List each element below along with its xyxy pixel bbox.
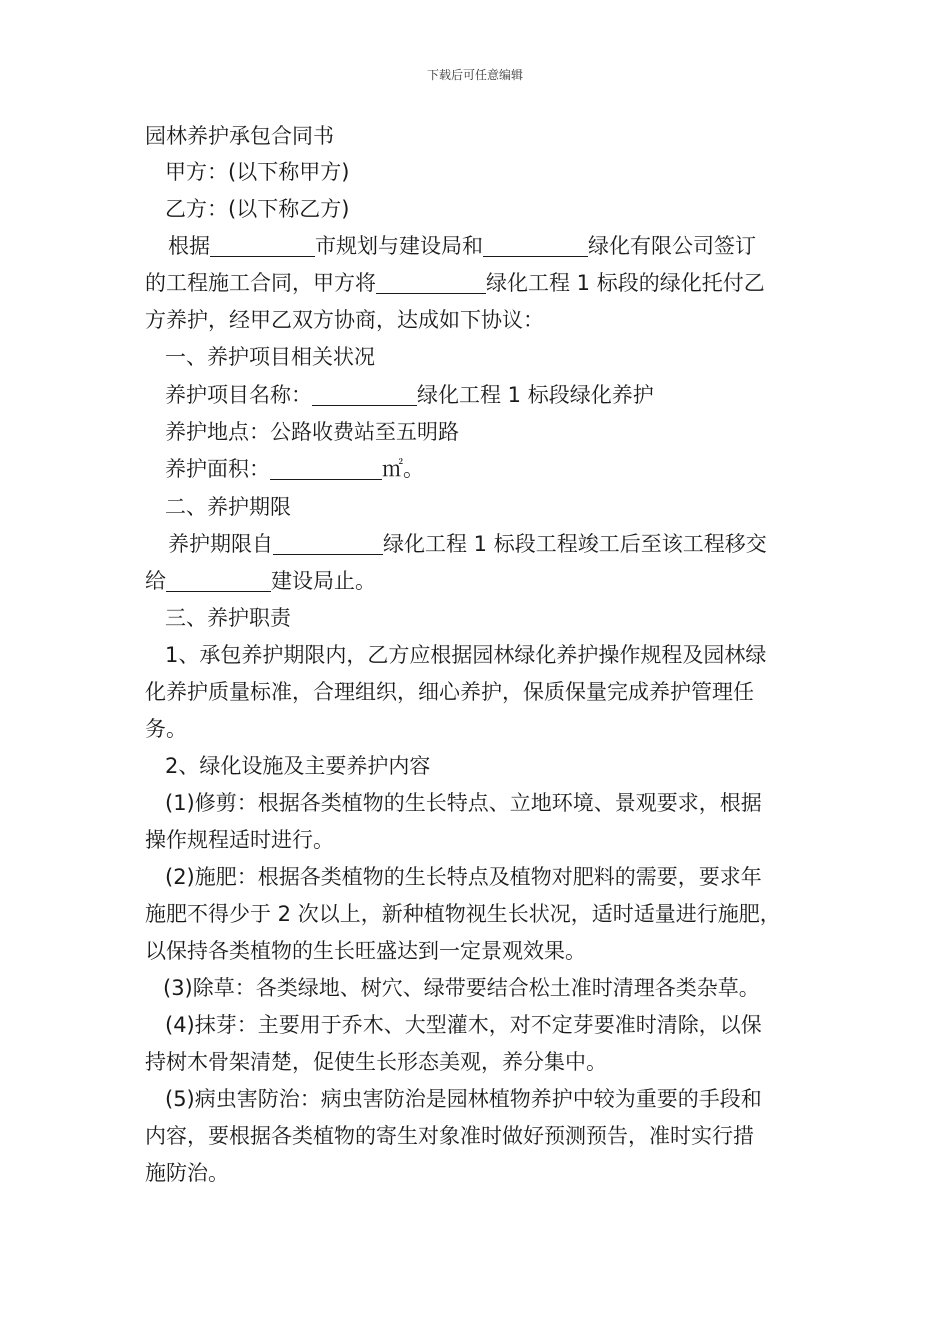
party-b-line: 乙方：(以下称乙方)	[165, 197, 350, 221]
sub2-line: 施肥不得少于 2 次以上，新种植物视生长状况，适时适量进行施肥，	[145, 902, 781, 926]
period-text: 建设局止。	[271, 569, 376, 593]
period-text: 绿化工程 1 标段工程竣工后至该工程移交	[383, 532, 767, 556]
blank-project-name	[312, 383, 417, 406]
preamble-text: 绿化工程 1 标段的绿化托付乙	[486, 271, 765, 295]
blank-company	[483, 234, 588, 257]
section-heading-3: 三、养护职责	[165, 606, 291, 630]
preamble-line-3: 方养护，经甲乙双方协商，达成如下协议：	[145, 308, 544, 332]
field-label: 养护面积：	[165, 457, 270, 481]
preamble-text: 根据	[168, 234, 210, 258]
preamble-line-1	[168, 231, 838, 261]
section-heading-2: 二、养护期限	[165, 495, 291, 519]
blank-area	[270, 457, 382, 480]
field-label: 养护项目名称：	[165, 383, 312, 407]
blank-period-project	[273, 532, 383, 555]
sub2-line: 以保持各类植物的生长旺盛达到一定景观效果。	[145, 939, 586, 963]
sub5-line: 施防治。	[145, 1161, 229, 1185]
section-heading-1: 一、养护项目相关状况	[165, 345, 375, 369]
blank-city	[210, 234, 315, 257]
blank-bureau	[166, 569, 271, 592]
item1-line: 1、承包养护期限内，乙方应根据园林绿化养护操作规程及园林绿	[165, 643, 767, 667]
item1-line: 化养护质量标准，合理组织，细心养护，保质保量完成养护管理任	[145, 680, 754, 704]
sub4-line: (4)抹芽：主要用于乔木、大型灌木，对不定芽要准时清除，以保	[165, 1013, 762, 1037]
blank-project	[376, 271, 486, 294]
period-text: 给	[145, 569, 166, 593]
field-value: 绿化工程 1 标段绿化养护	[417, 383, 654, 407]
item1-line: 务。	[145, 717, 187, 741]
period-text: 养护期限自	[168, 532, 273, 556]
project-name-line	[165, 380, 835, 410]
area-line	[165, 454, 835, 484]
preamble-text: 市规划与建设局和	[315, 234, 483, 258]
page-header-note: 下载后可任意编辑	[426, 68, 523, 82]
period-line-1	[168, 529, 838, 559]
sub1-line: (1)修剪：根据各类植物的生长特点、立地环境、景观要求，根据	[165, 791, 762, 815]
sub4-line: 持树木骨架清楚，促使生长形态美观，养分集中。	[145, 1050, 607, 1074]
party-a-line: 甲方：(以下称甲方)	[165, 160, 350, 184]
period-line-2	[145, 566, 815, 596]
preamble-line-2	[145, 268, 815, 298]
sub3-line: (3)除草：各类绿地、树穴、绿带要结合松土准时清理各类杂草。	[163, 976, 760, 1000]
preamble-text: 绿化有限公司签订	[588, 234, 756, 258]
location-line: 养护地点：公路收费站至五明路	[165, 420, 459, 444]
sub5-line: 内容，要根据各类植物的寄生对象准时做好预测预告，准时实行措	[145, 1124, 754, 1148]
sub2-line: (2)施肥：根据各类植物的生长特点及植物对肥料的需要，要求年	[165, 865, 762, 889]
item2-line: 2、绿化设施及主要养护内容	[165, 754, 431, 778]
preamble-text: 的工程施工合同，甲方将	[145, 271, 376, 295]
field-value: ㎡。	[382, 457, 424, 481]
sub1-line: 操作规程适时进行。	[145, 828, 334, 852]
sub5-line: (5)病虫害防治：病虫害防治是园林植物养护中较为重要的手段和	[165, 1087, 762, 1111]
document-title: 园林养护承包合同书	[145, 124, 334, 148]
